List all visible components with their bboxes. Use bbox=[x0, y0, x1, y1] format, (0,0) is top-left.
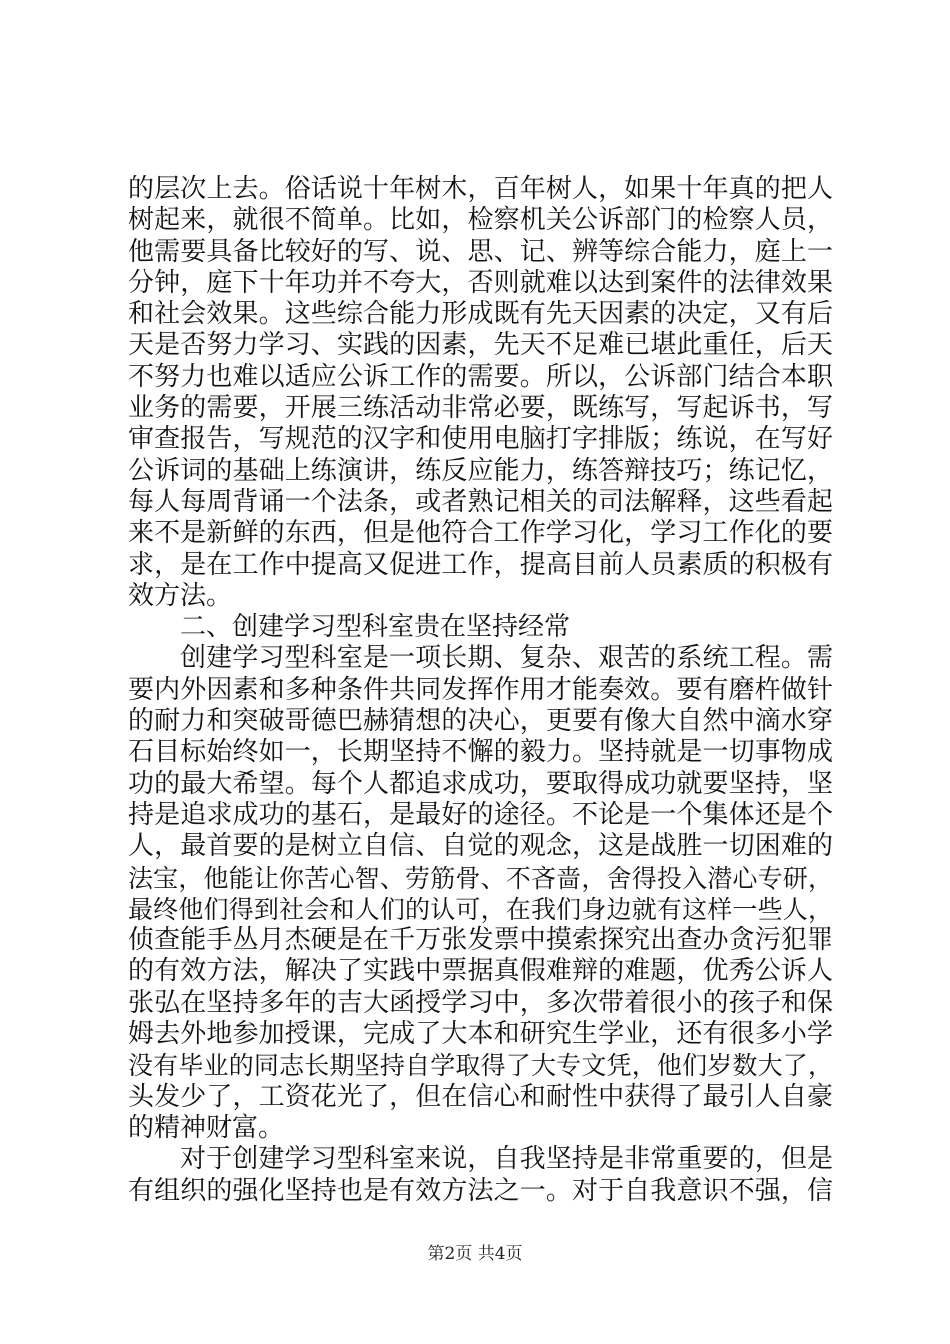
text-line: 审查报告，写规范的汉字和使用电脑打字排版；练说，在写好 bbox=[128, 424, 833, 455]
text-line: 他需要具备比较好的写、说、思、记、辨等综合能力，庭上一 bbox=[128, 236, 833, 267]
text-line: 法宝，他能让你苦心智、劳筋骨、不吝啬，舍得投入潜心专研， bbox=[128, 863, 833, 893]
text-line: 效方法。 bbox=[128, 580, 233, 611]
text-line: 最终他们得到社会和人们的认可，在我们身边就有这样一些人， bbox=[128, 894, 833, 924]
text-line: 没有毕业的同志长期坚持自学取得了大专文凭，他们岁数大了， bbox=[128, 1051, 833, 1081]
text-line: 石目标始终如一，长期坚持不懈的毅力。坚持就是一切事物成 bbox=[128, 737, 833, 768]
text-line: 持是追求成功的基石，是最好的途径。不论是一个集体还是个 bbox=[128, 799, 833, 830]
text-line: 的有效方法，解决了实践中票据真假难辩的难题，优秀公诉人 bbox=[128, 956, 833, 987]
text-line: 不努力也难以适应公诉工作的需要。所以，公诉部门结合本职 bbox=[128, 361, 833, 392]
body-text bbox=[128, 174, 833, 1207]
text-line: 人，最首要的是树立自信、自觉的观念，这是战胜一切困难的 bbox=[128, 831, 833, 862]
text-line: 功的最大希望。每个人都追求成功，要取得成功就要坚持，坚 bbox=[128, 768, 833, 799]
text-line: 天是否努力学习、实践的因素，先天不足难已堪此重任，后天 bbox=[128, 330, 833, 361]
text-line: 树起来，就很不简单。比如，检察机关公诉部门的检察人员， bbox=[128, 205, 833, 236]
text-line: 和社会效果。这些综合能力形成既有先天因素的决定，又有后 bbox=[128, 299, 833, 330]
text-line: 公诉词的基础上练演讲，练反应能力，练答辩技巧；练记忆， bbox=[128, 455, 833, 486]
paragraph-first-line: 对于创建学习型科室来说，自我坚持是非常重要的，但是 bbox=[180, 1144, 833, 1175]
text-line: 的耐力和突破哥德巴赫猜想的决心，更要有像大自然中滴水穿 bbox=[128, 706, 833, 737]
text-line: 的精神财富。 bbox=[128, 1112, 285, 1143]
paragraph-first-line: 创建学习型科室是一项长期、复杂、艰苦的系统工程。需 bbox=[180, 643, 833, 674]
text-line: 求，是在工作中提高又促进工作，提高目前人员素质的积极有 bbox=[128, 549, 833, 580]
text-line: 张弘在坚持多年的吉大函授学习中，多次带着很小的孩子和保 bbox=[128, 987, 833, 1018]
text-line: 的层次上去。俗话说十年树木，百年树人，如果十年真的把人 bbox=[128, 174, 833, 204]
text-line: 业务的需要，开展三练活动非常必要，既练写，写起诉书，写 bbox=[128, 393, 833, 424]
paragraph-first-line: 二、创建学习型科室贵在坚持经常 bbox=[180, 612, 571, 643]
text-line: 头发少了，工资花光了，但在信心和耐性中获得了最引人自豪 bbox=[128, 1081, 833, 1112]
text-line: 要内外因素和多种条件共同发挥作用才能奏效。要有磨杵做针 bbox=[128, 674, 833, 705]
text-line: 分钟，庭下十年功并不夸大，否则就难以达到案件的法律效果 bbox=[128, 267, 833, 298]
text-line: 姆去外地参加授课，完成了大本和研究生学业，还有很多小学 bbox=[128, 1019, 833, 1050]
text-line: 每人每周背诵一个法条，或者熟记相关的司法解释，这些看起 bbox=[128, 486, 833, 517]
page-footer: 第2页 共4页 bbox=[427, 1244, 523, 1264]
text-line: 有组织的强化坚持也是有效方法之一。对于自我意识不强，信 bbox=[128, 1175, 833, 1206]
text-line: 侦查能手丛月杰硬是在千万张发票中摸索探究出查办贪污犯罪 bbox=[128, 925, 833, 956]
text-line: 来不是新鲜的东西，但是他符合工作学习化，学习工作化的要 bbox=[128, 518, 833, 549]
